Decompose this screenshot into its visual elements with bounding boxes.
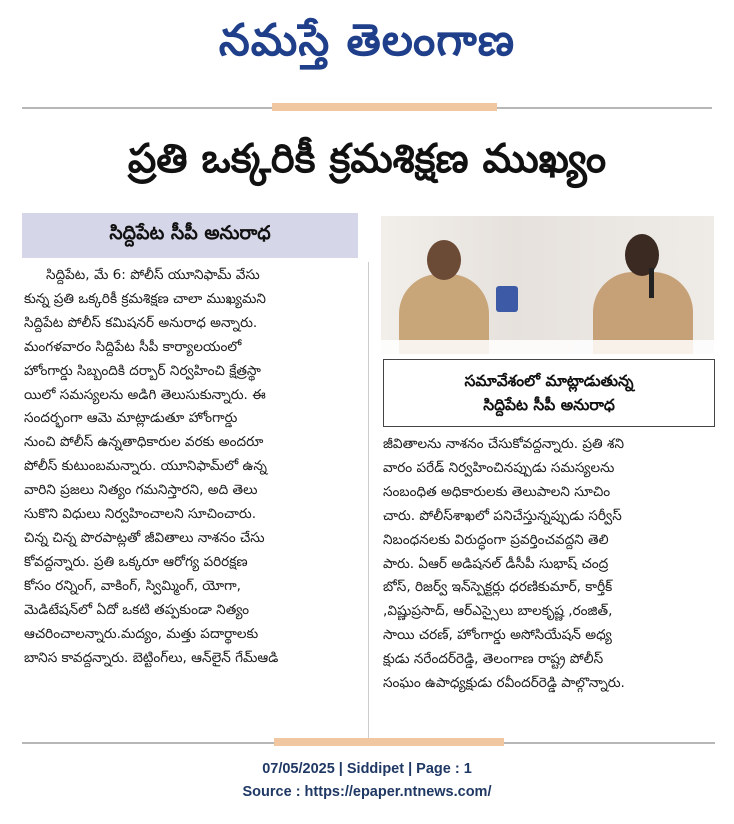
- photo-caption: [383, 359, 715, 427]
- article-column-right: [383, 433, 715, 696]
- body-line: బానిస కావద్దన్నారు. బెట్టింగ్‌లు, ఆన్‌లైన్ గేమ్‌ఆడి: [24, 649, 279, 666]
- body-line: నిబంధనలకు విరుద్ధంగా ప్రవర్తించవద్దని తెలి: [383, 531, 609, 548]
- article-photo: [381, 216, 714, 354]
- body-line: సంఘం ఉపాధ్యక్షుడు రవీందర్‌రెడ్డి పాల్గొన్నారు.: [383, 675, 625, 692]
- body-line: సుకొని విధులు నిర్వహించాలని సూచించారు.: [24, 506, 257, 523]
- article-column-left: [24, 264, 360, 670]
- body-line: మెడిటేషన్‌లో ఏదో ఒకటి తప్పకుండా నిత్యం: [24, 601, 250, 618]
- header-accent-bar: [272, 103, 497, 111]
- body-line: కోసం రన్నింగ్, వాకింగ్, స్విమ్మింగ్, యోగా,: [24, 577, 241, 594]
- body-line: కోవద్దన్నారు. ప్రతి ఒక్కరూ ఆరోగ్య పరిరక్షణ: [24, 553, 248, 570]
- subheading: సిద్దిపేట సీపీ అనురాధ: [109, 222, 271, 244]
- body-line: బోస్, రిజర్వ్ ఇన్‌స్పెక్టర్లు ధరణికుమార్, కార్తీక్: [383, 579, 613, 596]
- article-headline: ప్రతి ఒక్కరికీ క్రమశిక్షణ ముఖ్యం: [127, 136, 607, 182]
- body-line: చిన్న చిన్న పొరపాట్లతో జీవితాలు నాశనం చేసు: [24, 529, 265, 546]
- body-line: మంగళవారం సిద్దిపేట సీపీ కార్యాలయంలో: [24, 338, 242, 355]
- caption-line-2: సిద్దిపేట సీపీ అనురాధ: [483, 396, 615, 414]
- body-line: కున్న ప్రతి ఒక్కరికీ క్రమశిక్షణ చాలా ముఖ్యమని: [24, 290, 266, 307]
- police-emblem-icon: [496, 286, 518, 312]
- footer-date-edition: 07/05/2025 | Siddipet | Page : 1: [262, 761, 472, 777]
- body-line: క్షుడు నరేందర్‌రెడ్డి, తెలంగాణ రాష్ట్ర పోలీస్: [383, 651, 604, 668]
- body-line: జీవితాలను నాశనం చేసుకోవద్దన్నారు. ప్రతి శని: [383, 436, 625, 452]
- column-divider: [368, 262, 369, 740]
- caption-line-1: సమావేశంలో మాట్లాడుతున్న: [464, 372, 634, 390]
- body-line: నుంచి పోలీస్ ఉన్నతాధికారుల వరకు అందరూ: [24, 434, 264, 451]
- body-line: పోలీస్ కుటుంబమన్నారు. యూనిఫామ్‌లో ఉన్న: [24, 458, 267, 475]
- body-line: ఆచరించాలన్నారు.మద్యం, మత్తు పదార్థాలకు: [24, 625, 259, 642]
- body-line: సందర్భంగా ఆమె మాట్లాడుతూ హోంగార్డు: [24, 410, 238, 427]
- body-line: సిద్దిపేట, మే 6: పోలీస్ యూనిఫామ్ వేసు: [46, 267, 260, 283]
- body-line: చారు. పోలీస్‌శాఖలో పనిచేస్తున్నప్పుడు సర్వీస్: [383, 507, 622, 524]
- body-line: వారం పరేడ్ నిర్వహించినప్పుడు సమస్యలను: [383, 459, 615, 476]
- photo-officer-left: [399, 234, 489, 354]
- body-line: పారు. ఏఆర్ అడిషనల్ డీసీపీ సుభాష్ చంద్ర: [383, 555, 609, 572]
- footer-accent-bar: [274, 738, 504, 746]
- body-line: సంబంధిత అధికారులకు తెలుపాలని సూచిం: [383, 483, 611, 500]
- subheading-box: [22, 213, 358, 258]
- body-line: ,విష్ణుప్రసాద్, ఆర్‌ఎస్సైలు బాలకృష్ణ ,రంజిత్,: [383, 603, 613, 620]
- body-line: వారిని ప్రజలు నిత్యం గమనిస్తారని, అది తెలు: [24, 482, 258, 499]
- photo-table: [381, 340, 714, 354]
- newspaper-masthead: నమస్తే తెలంగాణ: [218, 15, 516, 66]
- microphone-icon: [649, 268, 654, 298]
- photo-officer-right: [593, 230, 693, 354]
- body-line: సిద్దిపేట పోలీస్ కమిషనర్ అనురాధ అన్నారు.: [24, 314, 258, 331]
- footer-source: Source : https://epaper.ntnews.com/: [242, 784, 492, 800]
- body-line: సాయి చరణ్, హోంగార్డు అసోసియేషన్ అధ్య: [383, 627, 612, 644]
- body-line: హోంగార్డు సిబ్బందికి దర్బార్ నిర్వహించి క్షేత్రస్థా: [24, 362, 261, 379]
- body-line: యిలో సమస్యలను అడిగి తెలుసుకున్నారు. ఈ: [24, 386, 266, 403]
